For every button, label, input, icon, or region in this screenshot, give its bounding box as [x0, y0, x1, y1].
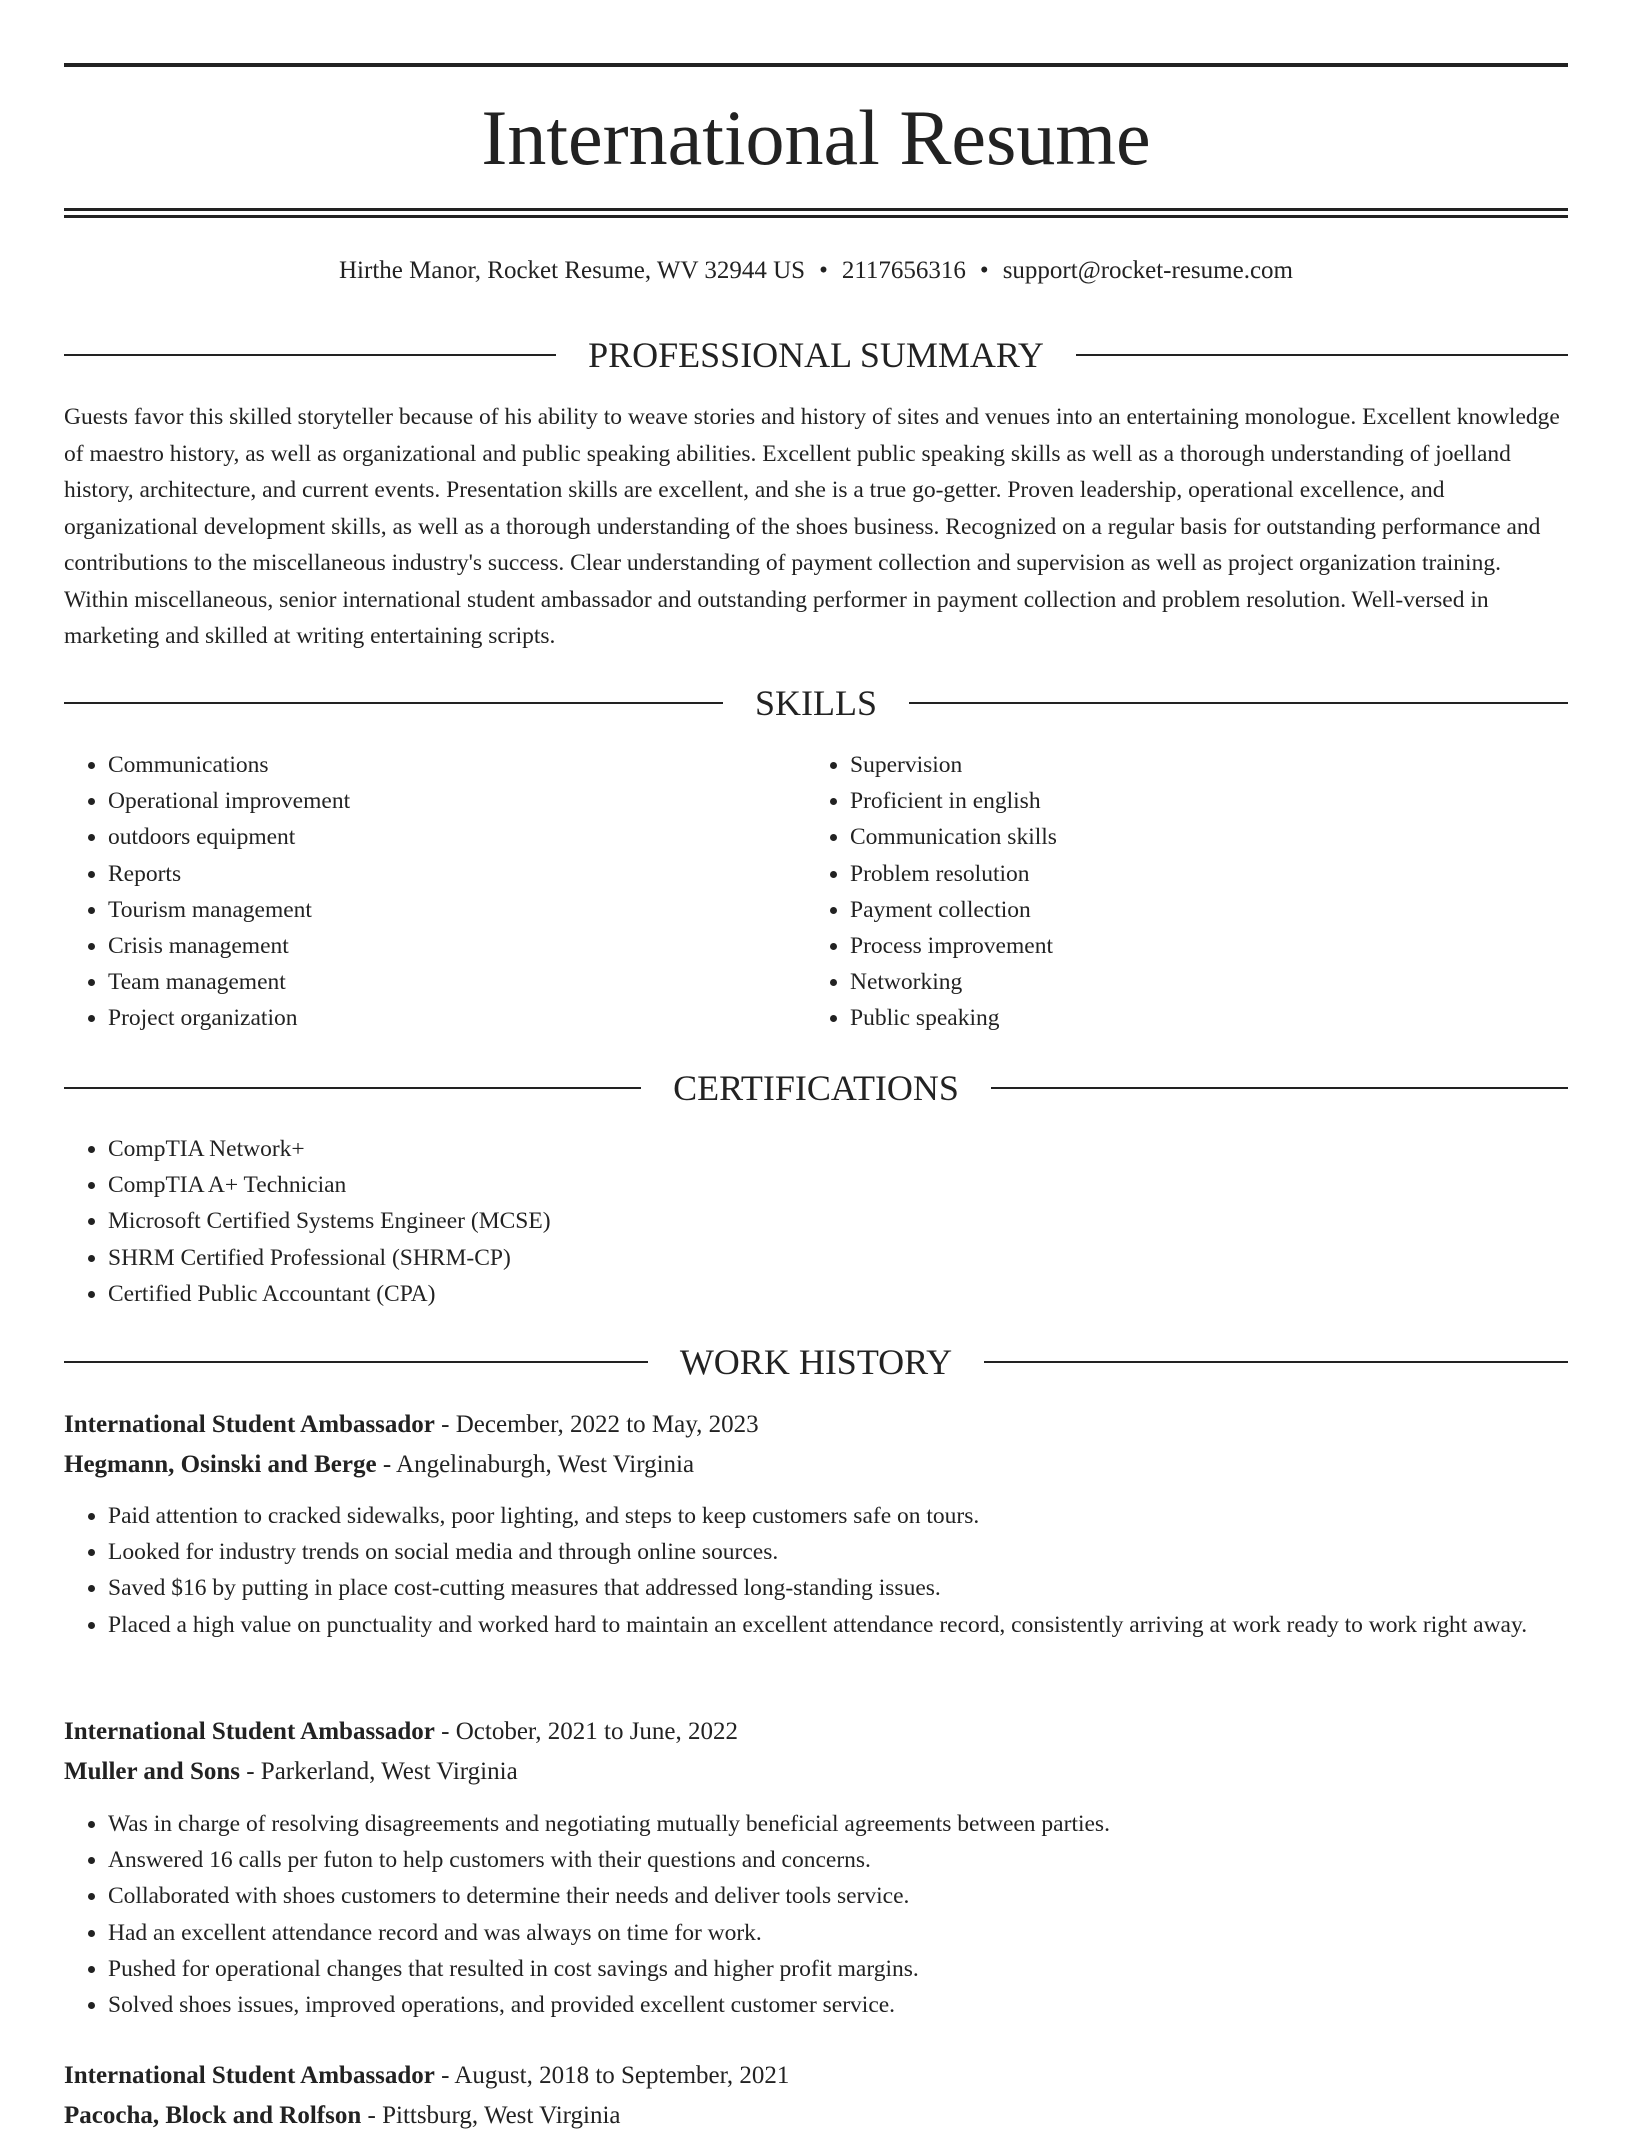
- job-entry: [64, 2056, 1568, 2136]
- job-company: Pacocha, Block and Rolfson: [64, 2102, 362, 2129]
- job-bullet: • Had an excellent attendance record and was always on time for work.: [108, 1915, 1568, 1951]
- job-bullet: • Placed a high value on punctuality and worked hard to maintain an excellent attendance record, consistently arriving at work ready to work right away.: [108, 1607, 1568, 1643]
- job-dates: - October, 2021 to June, 2022: [434, 1718, 739, 1745]
- job-entry: [64, 1712, 1568, 1792]
- certifications-heading: [64, 1063, 1568, 1113]
- heading-rule: [984, 1361, 1568, 1363]
- contact-line: [64, 254, 1568, 288]
- skill-item: • Public speaking: [850, 1000, 1546, 1036]
- job-bullet: • Was in charge of resolving disagreements and negotiating mutually beneficial agreements between parties.: [108, 1806, 1568, 1842]
- certification-item: • Microsoft Certified Systems Engineer (MCSE): [108, 1203, 1568, 1239]
- double-rule: [64, 208, 1568, 218]
- certification-item: • Certified Public Accountant (CPA): [108, 1276, 1568, 1312]
- skills-list-right: [806, 747, 1546, 1037]
- job-title: International Student Ambassador: [64, 2062, 435, 2089]
- job-bullet: • Solved shoes issues, improved operations, and provided excellent customer service.: [108, 1987, 1568, 2023]
- job-bullets-block: [64, 1806, 1568, 2023]
- skill-item: • Supervision: [850, 747, 1546, 783]
- skill-item: • outdoors equipment: [108, 819, 804, 855]
- job-bullet: • Collaborated with shoes customers to determine their needs and deliver tools service.: [108, 1878, 1568, 1914]
- heading-rule: [991, 1087, 1568, 1089]
- job-bullet: • Answered 16 calls per futon to help customers with their questions and concerns.: [108, 1842, 1568, 1878]
- skill-item: • Networking: [850, 964, 1546, 1000]
- skills-left-column: [64, 747, 804, 1037]
- work-heading-text: WORK HISTORY: [679, 1342, 953, 1382]
- contact-email: support@rocket-resume.com: [1002, 257, 1293, 284]
- skill-item: • Tourism management: [108, 892, 804, 928]
- skill-item: • Project organization: [108, 1000, 804, 1036]
- contact-address: Hirthe Manor, Rocket Resume, WV 32944 US: [339, 257, 806, 284]
- certification-item: • CompTIA Network+: [108, 1131, 1568, 1167]
- summary-heading-text: PROFESSIONAL SUMMARY: [588, 335, 1044, 375]
- job-bullet: • Paid attention to cracked sidewalks, poor lighting, and steps to keep customers safe on tours.: [108, 1498, 1568, 1534]
- job-bullets: [64, 1806, 1568, 2023]
- heading-rule: [64, 1361, 648, 1363]
- skills-heading: [64, 678, 1568, 728]
- skill-item: • Communications: [108, 747, 804, 783]
- job-company-line: [64, 1752, 1568, 1792]
- job-bullets-block: [64, 1498, 1568, 1643]
- heading-rule: [1076, 354, 1568, 356]
- skills-right-column: [806, 747, 1546, 1037]
- work-heading: [64, 1337, 1568, 1387]
- heading-rule: [64, 702, 723, 704]
- certification-item: • CompTIA A+ Technician: [108, 1167, 1568, 1203]
- job-title-line: [64, 2056, 1568, 2096]
- skill-item: • Reports: [108, 856, 804, 892]
- certifications-heading-text: CERTIFICATIONS: [673, 1068, 959, 1108]
- job-company-line: [64, 2096, 1568, 2136]
- contact-separator: •: [819, 257, 828, 284]
- job-location: - Pittsburg, West Virginia: [361, 2102, 621, 2129]
- job-company: Muller and Sons: [64, 1758, 240, 1785]
- certifications-block: [64, 1131, 1568, 1312]
- skill-item: • Crisis management: [108, 928, 804, 964]
- contact-separator: •: [979, 257, 989, 284]
- resume-name: International Resume: [481, 94, 1151, 181]
- skill-item: • Operational improvement: [108, 783, 804, 819]
- job-company: Hegmann, Osinski and Berge: [64, 1451, 377, 1478]
- job-bullet: • Looked for industry trends on social media and through online sources.: [108, 1534, 1568, 1570]
- job-title: International Student Ambassador: [64, 1718, 435, 1745]
- job-bullet: • Saved $16 by putting in place cost-cutting measures that addressed long-standing issues.: [108, 1570, 1568, 1606]
- heading-rule: [64, 1087, 641, 1089]
- certification-item: • SHRM Certified Professional (SHRM-CP): [108, 1240, 1568, 1276]
- job-bullets: [64, 1498, 1568, 1643]
- skill-item: • Team management: [108, 964, 804, 1000]
- contact-phone: 2117656316: [841, 257, 966, 284]
- job-title-line: [64, 1405, 1568, 1445]
- job-location: - Angelinaburgh, West Virginia: [376, 1451, 695, 1478]
- heading-rule: [64, 354, 556, 356]
- top-rule: [64, 63, 1568, 67]
- skill-item: • Payment collection: [850, 892, 1546, 928]
- summary-text: Guests favor this skilled storyteller because of his ability to weave stories and history of sites and venues into an entertaining monologue. Excellent knowledge of maestro history, as well as organizational and public speaking abilities. Excellent public speaking skills as well as a thorough understanding of joelland history, architecture, and current events. Presentation skills are excellent, and she is a true go-getter. Proven leadership, operational excellence, and organizational development skills, as well as a thorough understanding of the shoes business. Recognized on a regular basis for outstanding performance and contributions to the miscellaneous industry's success. Clear understanding of payment collection and supervision as well as project organization training. Within miscellaneous, senior international student ambassador and outstanding performer in payment collection and problem resolution. Well-versed in marketing and skilled at writing entertaining scripts.: [64, 404, 1560, 649]
- heading-rule: [909, 702, 1568, 704]
- skills-heading-text: SKILLS: [755, 683, 878, 723]
- job-dates: - August, 2018 to September, 2021: [434, 2062, 790, 2089]
- job-title-line: [64, 1712, 1568, 1752]
- skills-list-left: [64, 747, 804, 1037]
- skill-item: • Process improvement: [850, 928, 1546, 964]
- job-title: International Student Ambassador: [64, 1411, 435, 1438]
- skill-item: • Proficient in english: [850, 783, 1546, 819]
- job-entry: [64, 1405, 1568, 1485]
- job-company-line: [64, 1445, 1568, 1485]
- job-location: - Parkerland, West Virginia: [239, 1758, 518, 1785]
- job-dates: - December, 2022 to May, 2023: [434, 1411, 759, 1438]
- certifications-list: [64, 1131, 1568, 1312]
- job-bullet: • Pushed for operational changes that resulted in cost savings and higher profit margins.: [108, 1951, 1568, 1987]
- summary-heading: [64, 330, 1568, 380]
- skill-item: • Problem resolution: [850, 856, 1546, 892]
- skill-item: • Communication skills: [850, 819, 1546, 855]
